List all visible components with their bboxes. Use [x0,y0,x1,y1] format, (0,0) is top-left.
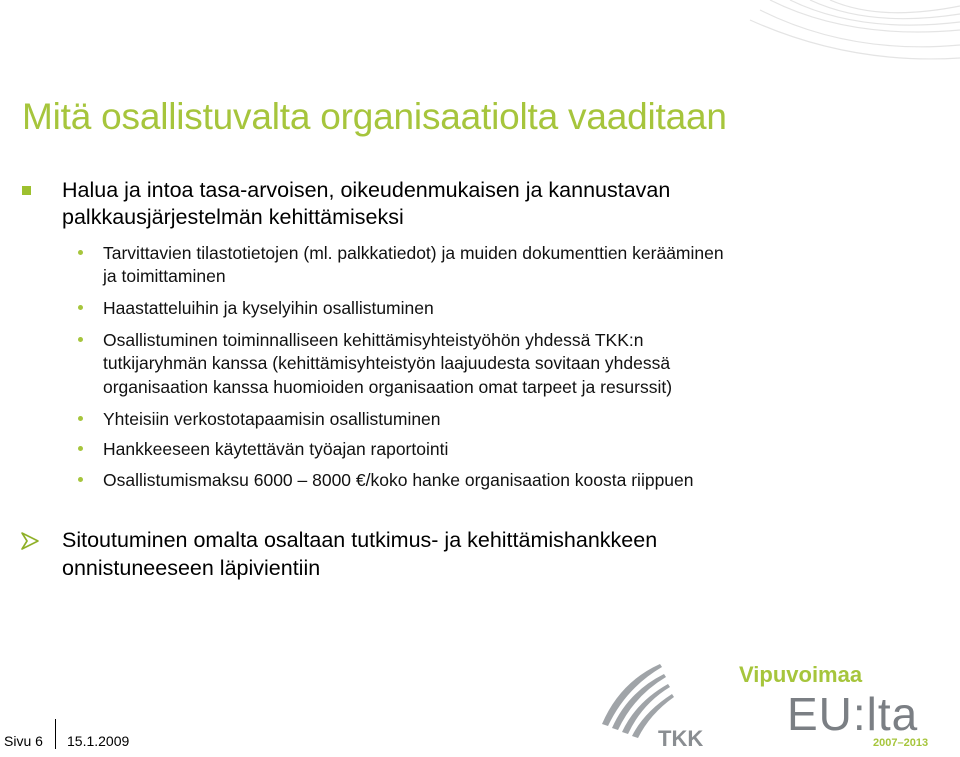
round-bullet-icon [78,337,83,342]
subitem-2-line1: Haastatteluihin ja kyselyihin osallistuminen [103,298,434,318]
slide-title: Mitä osallistuvalta organisaatiolta vaaditaan [22,96,727,137]
round-bullet-icon [78,446,83,451]
round-bullet-icon [78,250,83,255]
bullet2-line1: Sitoutuminen omalta osaltaan tutkimus- ja kehittämishankkeen [62,528,658,552]
subitem-1-line1: Tarvittavien tilastotietojen (ml. palkkatiedot) ja muiden dokumenttien kerääminen [103,243,724,263]
eu-lta-text: EU:lta [787,688,919,740]
subitem-4-line1: Yhteisiin verkostotapaamisin osallistuminen [103,409,441,429]
subitem-6-line1: Osallistumismaksu 6000 – 8000 €/koko hanke organisaation koosta riippuen [103,470,694,490]
arrow-bullet-icon [19,531,41,551]
decorative-stripes [700,0,960,70]
round-bullet-icon [78,416,83,421]
square-bullet-icon [22,186,31,195]
subitem-3-line3: organisaation kanssa huomioiden organisaation omat tarpeet ja resurssit) [103,377,673,397]
slide-date: 15.1.2009 [67,733,130,749]
subitem-3-line1: Osallistuminen toiminnalliseen kehittämisyhteistyöhön yhdessä TKK:n [103,330,644,350]
page-number: Sivu 6 [4,733,43,749]
bullet1-line1: Halua ja intoa tasa-arvoisen, oikeudenmukaisen ja kannustavan [62,178,671,202]
years-text: 2007–2013 [873,737,929,749]
round-bullet-icon [78,305,83,310]
tkk-logo [600,662,720,752]
vipuvoimaa-text: Vipuvoimaa [739,662,863,687]
subitem-3-line2: tutkijaryhmän kanssa (kehittämisyhteistyön laajuudesta sovitaan yhdessä [103,353,671,373]
bullet1-line2: palkkausjärjestelmän kehittämiseksi [62,205,404,229]
subitem-5-line1: Hankkeeseen käytettävän työajan raportointi [103,439,449,459]
footer-divider [55,719,56,749]
subitem-1-line2: ja toimittaminen [103,266,226,286]
tkk-logo-text: TKK [658,726,704,751]
round-bullet-icon [78,477,83,482]
vipuvoimaa-eu-logo [735,660,935,750]
bullet2-line2: onnistuneeseen läpivientiin [62,556,321,580]
